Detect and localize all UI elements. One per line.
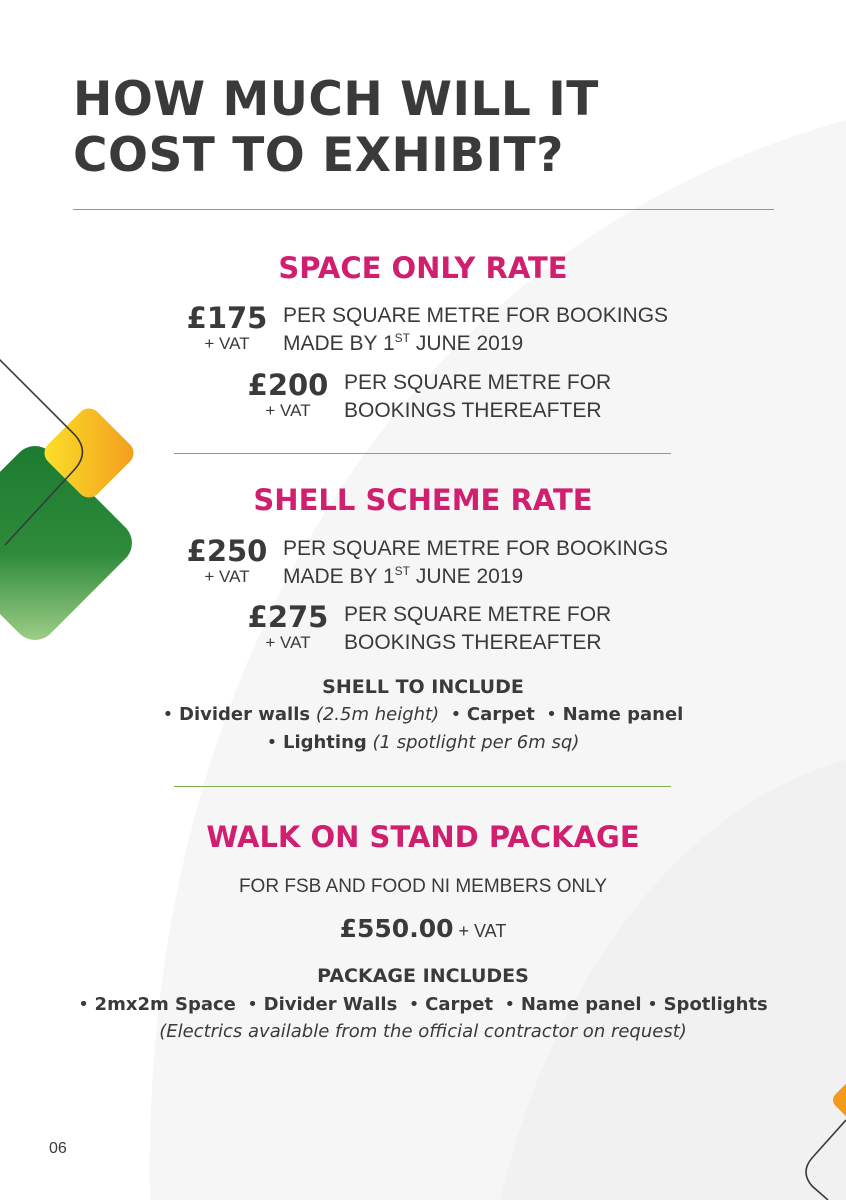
vat-label: + VAT — [204, 567, 250, 586]
rate-description — [283, 535, 668, 591]
vat-label: + VAT — [453, 921, 507, 941]
list-item — [267, 732, 580, 753]
rate-description — [344, 601, 611, 657]
walk-on-price — [0, 913, 846, 945]
page-title — [73, 72, 599, 184]
bullet: • — [534, 704, 563, 725]
list-item — [439, 704, 535, 725]
space-only-rate-later — [244, 369, 611, 425]
space-only-rate-early — [183, 302, 668, 358]
title-divider — [73, 209, 774, 210]
bullet: • — [439, 704, 467, 725]
walk-on-subtitle: FOR FSB AND FOOD NI MEMBERS ONLY — [238, 876, 608, 897]
shell-include-list-line-2 — [0, 729, 846, 757]
bullet: • — [493, 994, 521, 1015]
rate-date-suffix: JUNE 2019 — [410, 565, 524, 588]
price-block — [183, 535, 271, 587]
rate-date-prefix: MADE BY 1 — [283, 332, 395, 355]
item-label: Divider Walls — [263, 994, 398, 1015]
item-label: Name panel — [520, 994, 642, 1015]
rate-description — [344, 369, 611, 425]
rate-date-suffix: JUNE 2019 — [410, 332, 524, 355]
list-item — [397, 994, 493, 1015]
package-include-heading: PACKAGE INCLUDES — [317, 965, 529, 987]
price-value: £275 — [247, 600, 329, 634]
price-block — [244, 369, 332, 421]
rate-description-line-1: PER SQUARE METRE FOR — [344, 371, 612, 394]
item-label: Divider walls — [179, 704, 311, 725]
rate-description-line-2: BOOKINGS THEREAFTER — [344, 399, 602, 422]
price-block — [244, 601, 332, 653]
list-item — [535, 704, 683, 725]
rate-description-line-1: PER SQUARE METRE FOR BOOKINGS — [283, 304, 669, 327]
shell-scheme-rate-later — [244, 601, 611, 657]
item-label: Name panel — [562, 704, 684, 725]
shell-scheme-rate-early — [183, 535, 668, 591]
item-label: Carpet — [425, 994, 494, 1015]
bullet: • — [397, 994, 426, 1015]
rate-description-line-1: PER SQUARE METRE FOR — [344, 603, 612, 626]
bullet: • — [266, 732, 283, 753]
walk-on-heading: WALK ON STAND PACKAGE — [206, 820, 640, 854]
shell-include-heading: SHELL TO INCLUDE — [322, 676, 524, 698]
shell-include-list-line-1 — [0, 701, 846, 729]
space-only-heading: SPACE ONLY RATE — [278, 251, 568, 285]
page-title-line-2: COST TO EXHIBIT? — [73, 128, 564, 183]
price-value: £250 — [186, 534, 268, 568]
rate-description-line-2 — [283, 563, 668, 591]
package-note: (Electrics available from the official contractor on request) — [159, 1021, 687, 1042]
rate-date-prefix: MADE BY 1 — [283, 565, 395, 588]
page-title-line-1: HOW MUCH WILL IT — [73, 72, 599, 127]
price-value: £550.00 — [339, 914, 454, 943]
bullet: • — [235, 994, 264, 1015]
price-block — [183, 302, 271, 354]
price-value: £175 — [186, 301, 268, 335]
section-divider — [174, 453, 671, 454]
bullet: • — [78, 994, 95, 1015]
list-item — [163, 704, 439, 725]
bullet: • — [641, 994, 664, 1015]
item-label: Spotlights — [663, 994, 768, 1015]
item-label: 2mx2m Space — [94, 994, 236, 1015]
list-item — [493, 994, 641, 1015]
section-divider — [174, 786, 671, 787]
item-label: Carpet — [466, 704, 535, 725]
ordinal-suffix: ST — [394, 331, 410, 345]
rate-description-line-1: PER SQUARE METRE FOR BOOKINGS — [283, 537, 669, 560]
item-label: Lighting — [282, 732, 367, 753]
list-item — [642, 994, 768, 1015]
item-note: (1 spotlight per 6m sq) — [366, 732, 580, 753]
bullet: • — [162, 704, 179, 725]
page-number: 06 — [49, 1140, 67, 1157]
price-value: £200 — [247, 368, 329, 402]
item-note: (2.5m height) — [310, 704, 440, 725]
vat-label: + VAT — [204, 334, 250, 353]
list-item — [78, 994, 236, 1015]
package-include-list — [0, 991, 846, 1019]
list-item — [236, 994, 397, 1015]
vat-label: + VAT — [265, 633, 311, 652]
rate-description-line-2: BOOKINGS THEREAFTER — [344, 631, 602, 654]
rate-description — [283, 302, 668, 358]
ordinal-suffix: ST — [394, 564, 410, 578]
vat-label: + VAT — [265, 401, 311, 420]
rate-description-line-2 — [283, 330, 668, 358]
shell-scheme-heading: SHELL SCHEME RATE — [253, 483, 593, 517]
